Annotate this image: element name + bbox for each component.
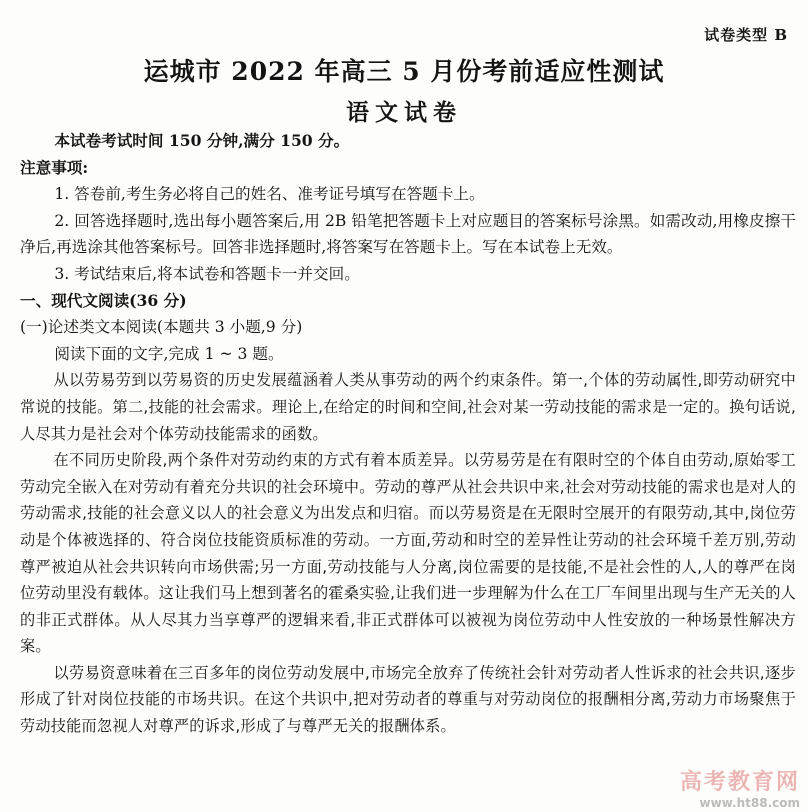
time-info: 本试卷考试时间 150 分钟,满分 150 分。: [54, 131, 350, 150]
section-heading: 一、现代文阅读(36 分): [20, 290, 187, 310]
note-item: 3. 考试结束后,将本试卷和答题卡一并交回。: [54, 264, 360, 283]
reading-instruction: 阅读下面的文字,完成 1 ~ 3 题。: [54, 344, 284, 363]
watermark-url: www.ht88.com: [699, 796, 800, 810]
passage-paragraph: 从以劳易劳到以劳易资的历史发展蕴涵着人类从事劳动的两个约束条件。第一,个体的劳动属性,即劳动研究中常说的技能。第二,技能的社会需求。理论上,在给定的时间和空间,社会对某一劳动技能的需求是一定的。换句话说,人尽其力是社会对个体劳动技能需求的函数。: [20, 371, 796, 443]
exam-title: 运城市 2022 年高三 5 月份考前适应性测试: [143, 57, 665, 86]
note-item: 2. 回答选择题时,选出每小题答案后,用 2B 铅笔把答题卡上对应题目的答案标号涂黑。如需改动,用橡皮擦干净后,再选涂其他答案标号。回答非选择题时,将答案写在答题卡上。写在本试卷上无效。: [20, 211, 796, 257]
site-watermark: [680, 765, 800, 810]
passage-paragraph: 在不同历史阶段,两个条件对劳动约束的方式有着本质差异。以劳易劳是在有限时空的个体自由劳动,原始零工劳动完全嵌入在对劳动有着充分共识的社会环境中。劳动的尊严从社会共识中来,社会对劳动技能的需求也是对人的劳动需求,技能的社会意义以人的社会意义为出发点和归宿。而以劳易资是在无限时空展开的有限劳动,其中,岗位劳动是个体被选择的、符合岗位技能资质标准的劳动。一方面,劳动和时空的差异性让劳动的社会环境千差万别,劳动尊严被迫从社会共识转向市场供需;另一方面,劳动技能与人分离,岗位需要的是技能,不是社会性的人,人的尊严在岗位劳动里没有载体。这让我们马上想到著名的霍桑实验,让我们进一步理解为什么在工厂车间里出现与生产无关的人的非正式群体。从人尽其力当享尊严的逻辑来看,非正式群体可以被视为岗位劳动中人性安放的一种场景性解决方案。: [20, 451, 796, 656]
paper-type-label: 试卷类型 B: [704, 26, 788, 44]
notes-heading: 注意事项:: [20, 157, 89, 177]
passage-paragraph: 以劳易资意味着在三百多年的岗位劳动发展中,市场完全放弃了传统社会针对劳动者人性诉求的社会共识,逐步形成了针对岗位技能的市场共识。在这个共识中,把对劳动者的尊重与对劳动岗位的报酬相分离,劳动力市场聚焦于劳动技能而忽视人对尊严的诉求,形成了与尊严无关的报酬体系。: [20, 663, 796, 736]
exam-body: [20, 128, 796, 740]
note-item: 1. 答卷前,考生务必将自己的姓名、准考证号填写在答题卡上。: [54, 185, 485, 204]
sub-section-heading: (一)论述类文本阅读(本题共 3 小题,9 分): [20, 318, 303, 337]
watermark-text: 高考教育网: [679, 770, 800, 795]
exam-subtitle: 语文试卷: [346, 99, 462, 126]
